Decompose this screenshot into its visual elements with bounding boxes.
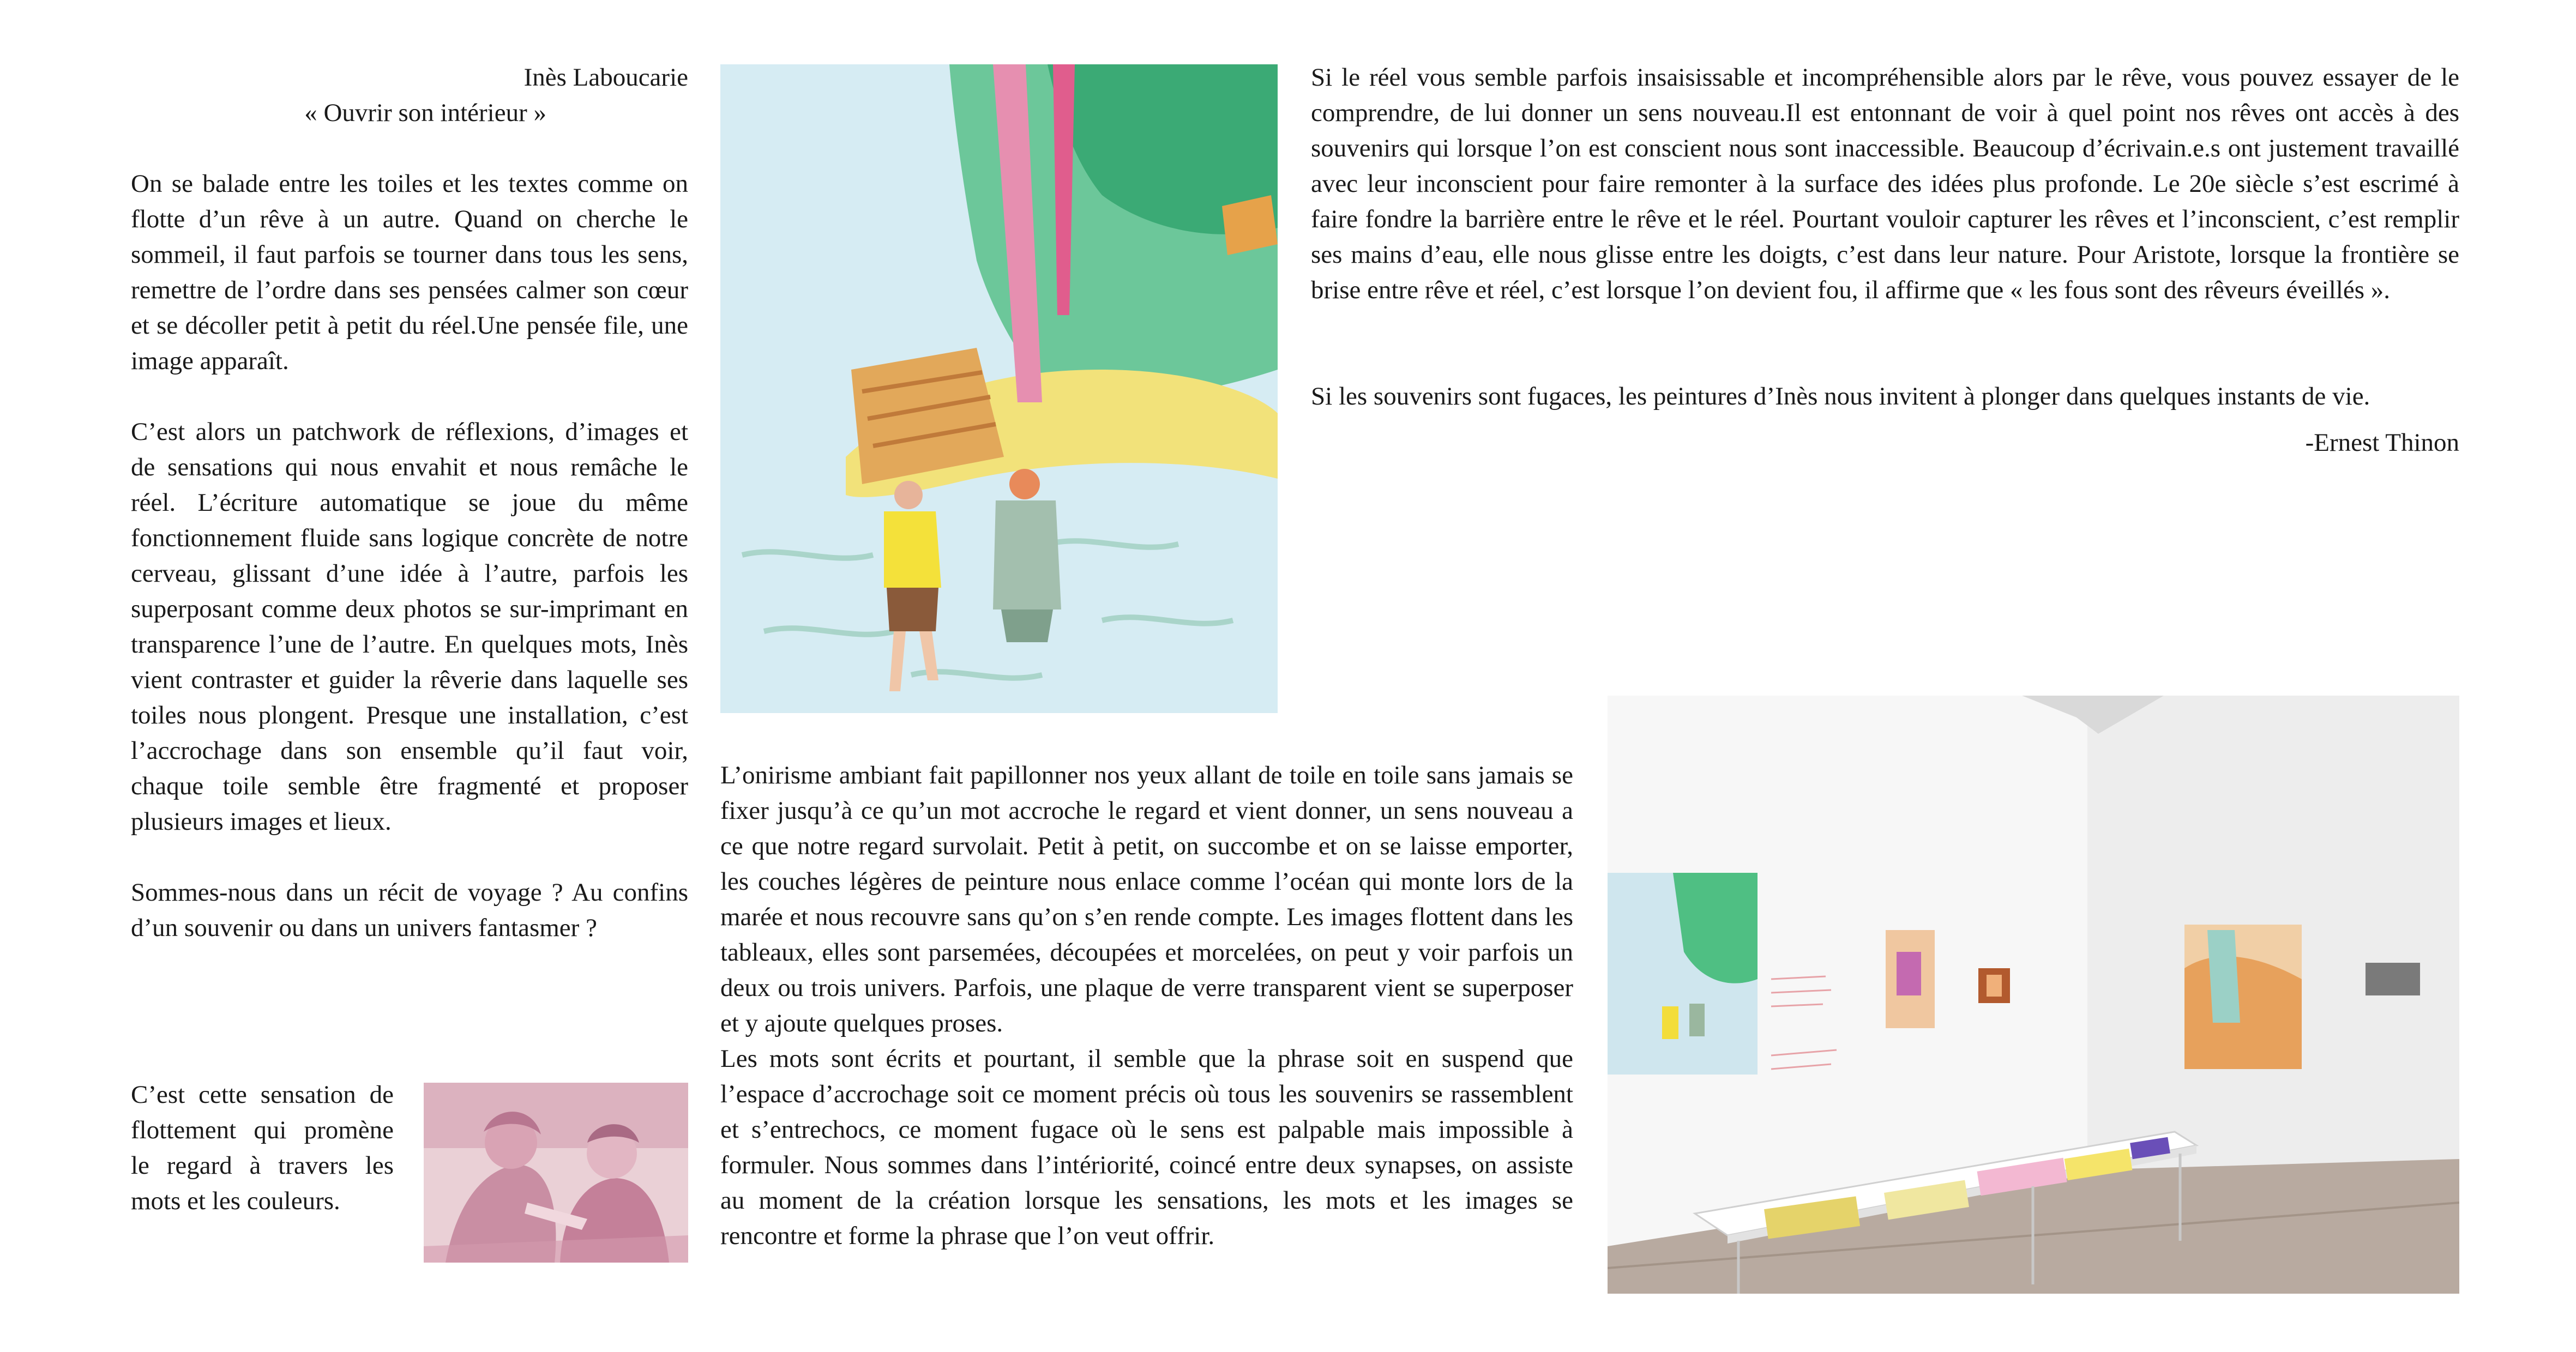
left-paragraph-4: C’est cette sensation de flottement qui promène le regard à travers les mots et les couleurs. <box>131 1081 394 1215</box>
right-paragraph-2: Si les souvenirs sont fugaces, les peintures d’Inès nous invitent à plonger dans quelques instants de vie. <box>1311 382 2370 411</box>
right-column <box>1311 60 2459 461</box>
left-paragraph-1: On se balade entre les toiles et les textes comme on flotte d’un rêve à un autre. Quand on cherche le sommeil, il faut parfois se tourner dans tous les sens, remettre de l’ordre dans ses pensées calmer son cœur et se décoller petit à petit du réel.Une pensée file, une image apparaît. <box>131 170 688 375</box>
middle-paragraph-2: Les mots sont écrits et pourtant, il semble que la phrase soit en suspend que l’espace d’accrochage soit ce moment précis où tous les souvenirs se rassemblent et s’entrechocs, ce moment fugace où le sens est palpable mais impossible à formuler. Nous sommes dans l’intériorité, coincé entre deux synapses, on assiste au moment de la création lorsque les sensations, les mots et les images se rencontre et forme la phrase que l’on veut offrir. <box>720 1045 1573 1250</box>
two-walkers-illustration <box>720 64 1278 713</box>
painting-main-image <box>720 64 1278 713</box>
author-signature: -Ernest Thinon <box>2305 428 2459 457</box>
gallery-room-illustration <box>1608 696 2459 1294</box>
middle-paragraph-1: L’onirisme ambiant fait papillonner nos yeux allant de toile en toile sans jamais se fixer jusqu’à ce qu’un mot accroche le regard et vient donner, un sens nouveau a ce que notre regard survolait. Petit à petit, on succombe et on se laisse emporter, les couches légères de peinture nous enlace comme l’océan qui monte lors de la marée et nous recouvre sans qu’on s’en rende compte. Les images flottent dans les tableaux, elles sont parsemées, découpées et morcelées, on peut y voir parfois un deux ou trois univers. Parfois, une plaque de verre transparent vient se superposer et y ajoute quelques proses. <box>720 761 1573 1037</box>
middle-column <box>720 758 1573 1254</box>
pink-figures-illustration <box>424 1083 688 1263</box>
exhibition-photo <box>1608 696 2459 1294</box>
article-title: « Ouvrir son intérieur » <box>304 99 546 127</box>
left-column <box>131 60 688 946</box>
left-paragraph-3: Sommes-nous dans un récit de voyage ? Au confins d’un souvenir ou dans un univers fantasmer ? <box>131 878 688 942</box>
author-name: Inès Laboucarie <box>523 63 688 92</box>
left-paragraph-2: C’est alors un patchwork de réflexions, d’images et de sensations qui nous envahit et nous remâche le réel. L’écriture automatique se joue du même fonctionnement fluide sans logique concrète de notre cerveau, glissant d’une idée à l’autre, parfois les superposant comme deux photos se sur-imprimant en transparence l’une de l’autre. En quelques mots, Inès vient contraster et guider la rêverie dans laquelle ses toiles nous plongent. Presque une installation, c’est l’accrochage dans son ensemble qu’il faut voir, chaque toile semble être fragmenté et proposer plusieurs images et lieux. <box>131 418 688 836</box>
right-paragraph-1: Si le réel vous semble parfois insaisissable et incompréhensible alors par le rêve, vous pouvez essayer de le comprendre, de lui donner un sens nouveau.Il est entonnant de voir à quel point nos rêves ont accès à des souvenirs qui lorsque l’on est conscient nous sont inaccessible. Beaucoup d’écrivain.e.s ont justement travaillé avec leur inconscient pour faire remonter à la surface des idées plus profonde. Le 20e siècle s’est escrimé à faire fondre la barrière entre le rêve et le réel. Pourtant vouloir capturer les rêves et l’inconscient, c’est remplir ses mains d’eau, elle nous glisse entre les doigts, c’est dans leur nature. Pour Aristote, lorsque la frontière se brise entre rêve et réel, c’est lorsque l’on devient fou, il affirme que « les fous sont des rêveurs éveillés ». <box>1311 63 2459 304</box>
painting-small-image <box>424 1083 688 1263</box>
